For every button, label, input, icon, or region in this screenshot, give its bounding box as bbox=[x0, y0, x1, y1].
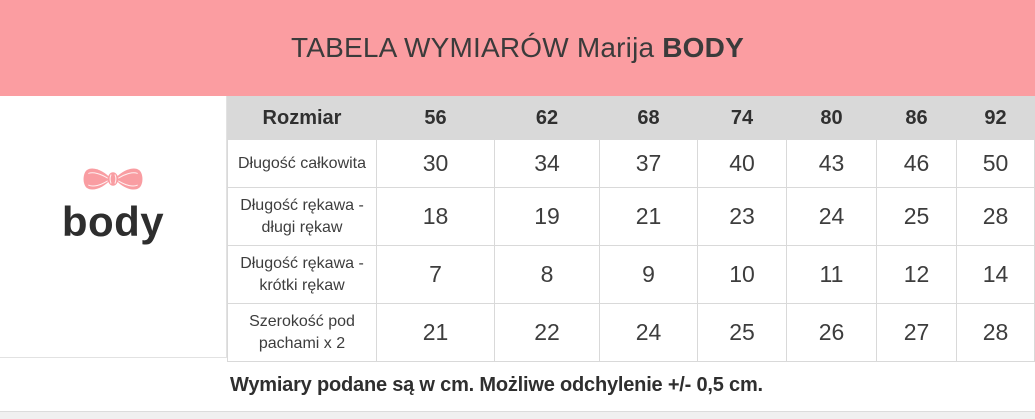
measurement-cell: 21 bbox=[377, 304, 495, 362]
header-cell-size: 74 bbox=[698, 97, 787, 140]
bow-icon bbox=[82, 162, 144, 196]
header-cell-size: 68 bbox=[600, 97, 698, 140]
table-row bbox=[228, 304, 1035, 362]
measurement-cell: 18 bbox=[377, 188, 495, 246]
brand-panel bbox=[0, 96, 227, 358]
row-label: Długość rękawa - długi rękaw bbox=[228, 188, 377, 246]
measurement-cell: 27 bbox=[877, 304, 957, 362]
measurement-cell: 22 bbox=[495, 304, 600, 362]
table-row bbox=[228, 140, 1035, 188]
content-row bbox=[0, 96, 1035, 358]
measurement-cell: 19 bbox=[495, 188, 600, 246]
measurement-cell: 14 bbox=[957, 246, 1035, 304]
brand-logo-text: body bbox=[61, 198, 165, 245]
measurement-cell: 8 bbox=[495, 246, 600, 304]
measurement-cell: 50 bbox=[957, 140, 1035, 188]
header-cell-size: 92 bbox=[957, 97, 1035, 140]
table-row bbox=[228, 188, 1035, 246]
page-title-product: BODY bbox=[662, 32, 744, 63]
measurement-cell: 9 bbox=[600, 246, 698, 304]
measurement-cell: 24 bbox=[787, 188, 877, 246]
measurement-cell: 40 bbox=[698, 140, 787, 188]
measurement-cell: 34 bbox=[495, 140, 600, 188]
row-label: Szerokość pod pachami x 2 bbox=[228, 304, 377, 362]
row-label: Długość całkowita bbox=[228, 140, 377, 188]
title-banner bbox=[0, 0, 1035, 96]
measurement-cell: 28 bbox=[957, 188, 1035, 246]
measurement-cell: 10 bbox=[698, 246, 787, 304]
bottom-edge-strip bbox=[0, 411, 1035, 419]
header-cell-size: 56 bbox=[377, 97, 495, 140]
measurement-note: Wymiary podane są w cm. Możliwe odchylenie +/- 0,5 cm. bbox=[230, 374, 763, 396]
table-row bbox=[228, 246, 1035, 304]
measurement-cell: 25 bbox=[698, 304, 787, 362]
size-table-body bbox=[228, 140, 1035, 362]
size-table bbox=[227, 96, 1035, 362]
header-cell-size: 86 bbox=[877, 97, 957, 140]
page-title-text: TABELA WYMIARÓW Marija bbox=[291, 32, 655, 63]
measurement-cell: 28 bbox=[957, 304, 1035, 362]
header-cell-size: 80 bbox=[787, 97, 877, 140]
row-label: Długość rękawa - krótki rękaw bbox=[228, 246, 377, 304]
measurement-cell: 37 bbox=[600, 140, 698, 188]
header-cell-rozmiar: Rozmiar bbox=[228, 97, 377, 140]
measurement-cell: 46 bbox=[877, 140, 957, 188]
size-table-header-row bbox=[228, 97, 1035, 140]
page-title bbox=[291, 32, 744, 64]
measurement-cell: 21 bbox=[600, 188, 698, 246]
measurement-cell: 24 bbox=[600, 304, 698, 362]
measurement-cell: 25 bbox=[877, 188, 957, 246]
header-cell-size: 62 bbox=[495, 97, 600, 140]
measurement-cell: 12 bbox=[877, 246, 957, 304]
measurement-cell: 23 bbox=[698, 188, 787, 246]
measurement-cell: 43 bbox=[787, 140, 877, 188]
measurement-cell: 26 bbox=[787, 304, 877, 362]
measurement-cell: 11 bbox=[787, 246, 877, 304]
measurement-cell: 30 bbox=[377, 140, 495, 188]
measurement-cell: 7 bbox=[377, 246, 495, 304]
